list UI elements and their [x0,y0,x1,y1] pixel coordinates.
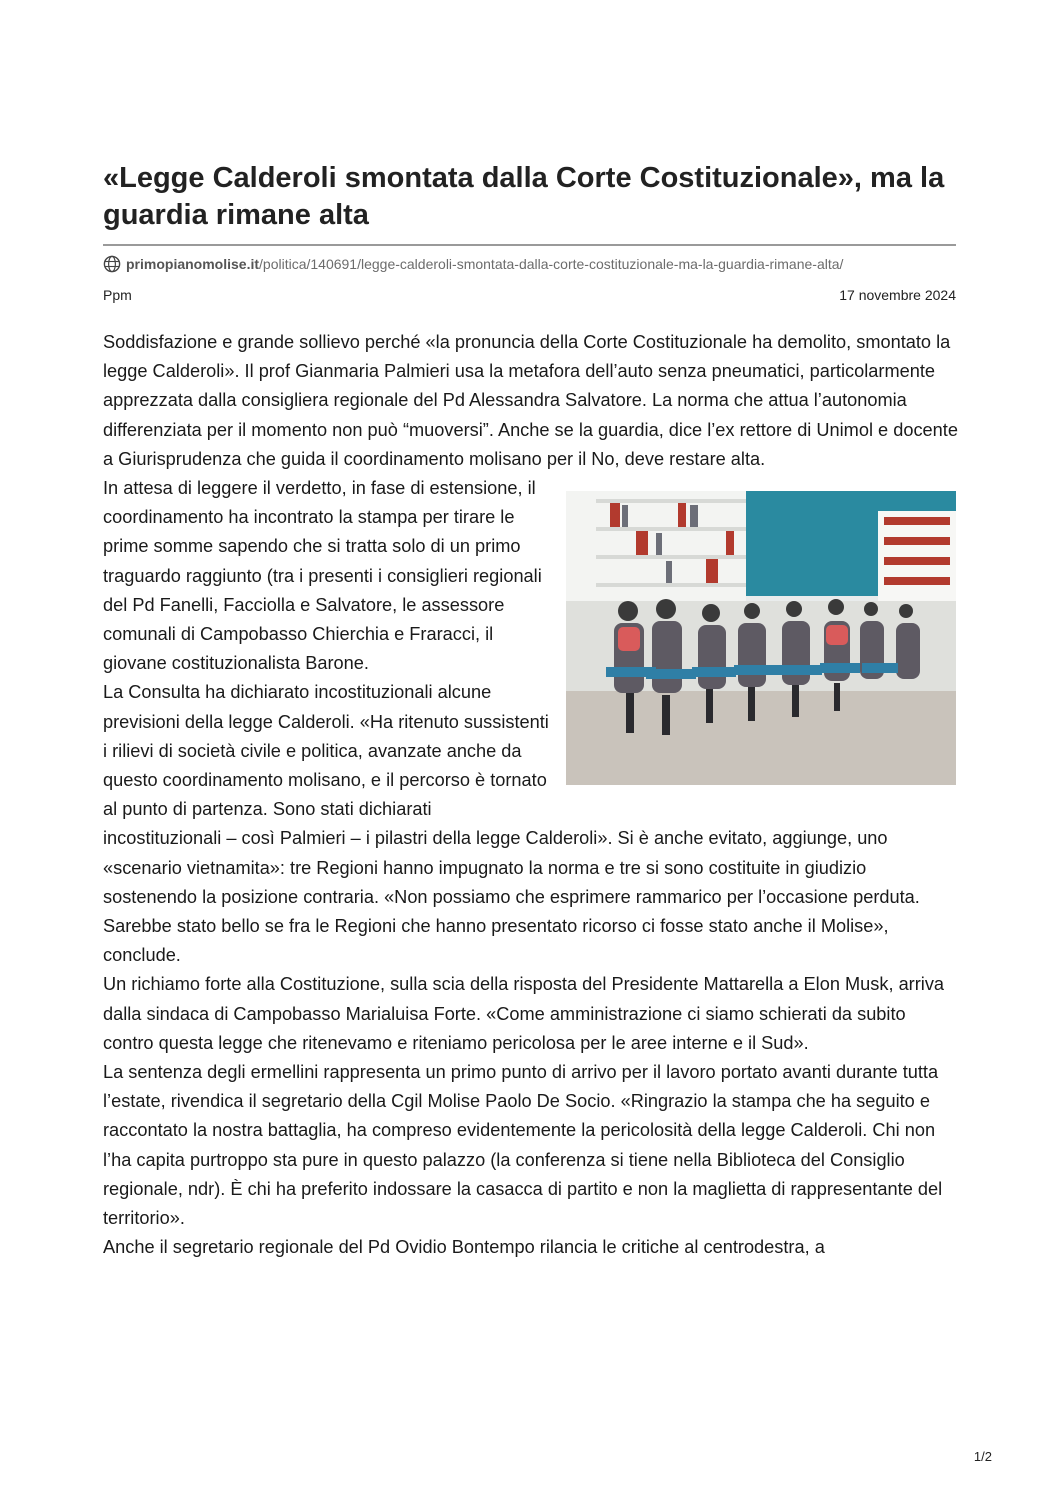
article-body [103,328,961,1263]
source-domain[interactable]: primopianomolise.it [126,256,260,272]
globe-icon [103,255,121,273]
article-paragraph: Un richiamo forte alla Costituzione, sulla scia della risposta del Presidente Mattarella a Elon Musk, arriva dalla sindaca di Campobasso Marialuisa Forte. «Come amministrazione ci siamo schierati da subito contro questa legge che ritenevamo e riteniamo pericolosa per le aree interne e il Sud». [103,974,945,1053]
article-paragraph [103,474,961,678]
source-url[interactable] [103,253,843,275]
article-paragraph: Soddisfazione e grande sollievo perché «la pronuncia della Corte Costituzionale ha demolito, smontato la legge Calderoli». Il prof Gianmaria Palmieri usa la metafora dell’auto senza pneumatici, particolarmente apprezzata dalla consigliera regionale del Pd Alessandra Salvatore. La norma che attua l’autonomia differenziata per il momento non può “muoversi”. Anche se la guardia, dice l’ex rettore di Unimol e docente a Giurisprudenza che guida il coordinamento molisano per il No, deve restare alta. [103,332,958,469]
article-photo [566,491,956,785]
article-date: 17 novembre 2024 [839,287,956,303]
article-paragraph: La sentenza degli ermellini rappresenta un primo punto di arrivo per il lavoro portato avanti durante tutta l’estate, rivendica il segretario della Cgil Molise Paolo De Socio. «Ringrazio la stampa che ha seguito e raccontato la nostra battaglia, ha compreso evidentemente la pericolosità della legge Calderoli. Chi non l’ha capita purtroppo sta pure in questo palazzo (la conferenza si tiene nella Biblioteca del Consiglio regionale, ndr). È chi ha preferito indossare la casacca di partito e non la maglietta di rappresentante del territorio». [103,1062,943,1229]
article-paragraph: Anche il segretario regionale del Pd Ovidio Bontempo rilancia le critiche al centrodestra, a [103,1237,825,1258]
page-number: 1/2 [973,1449,992,1464]
article-paragraph-text: In attesa di leggere il verdetto, in fase di estensione, il coordinamento ha incontrato la stampa per tirare le prime somme sapendo che si tratta solo di un primo traguardo raggiunto (tra i presenti i consiglieri regionali del Pd Fanelli, Facciolla e Salvatore, le assessore comunali di Campobasso Chierchia e Fraracci, il giovane costituzionalista Barone. [103,478,542,674]
source-path[interactable]: /politica/140691/legge-calderoli-smontata-dalla-corte-costituzionale-ma-la-guardia-rimane-alta/ [259,256,844,272]
article-author: Ppm [103,287,132,303]
article-title: «Legge Calderoli smontata dalla Corte Costituzionale», ma la guardia rimane alta [103,162,945,231]
title-divider [103,244,956,246]
article-paragraph: La Consulta ha dichiarato incostituzionali alcune previsioni della legge Calderoli. «Ha ritenuto sussistenti i rilievi di società civile e politica, avanzate anche da questo coordinamento molisano, e il percorso è tornato al punto di partenza. Sono stati dichiarati incostituzionali – così Palmieri – i pilastri della legge Calderoli». Si è anche evitato, aggiunge, uno «scenario vietnamita»: tre Regioni hanno impugnato la norma e tre si sono costituite in giudizio sostenendo la posizione contraria. «Non possiamo che esprimere rammarico per l’occasione perduta. Sarebbe stato bello se fra le Regioni che hanno presentato ricorso ci fosse stato anche il Molise», conclude. [103,682,920,966]
